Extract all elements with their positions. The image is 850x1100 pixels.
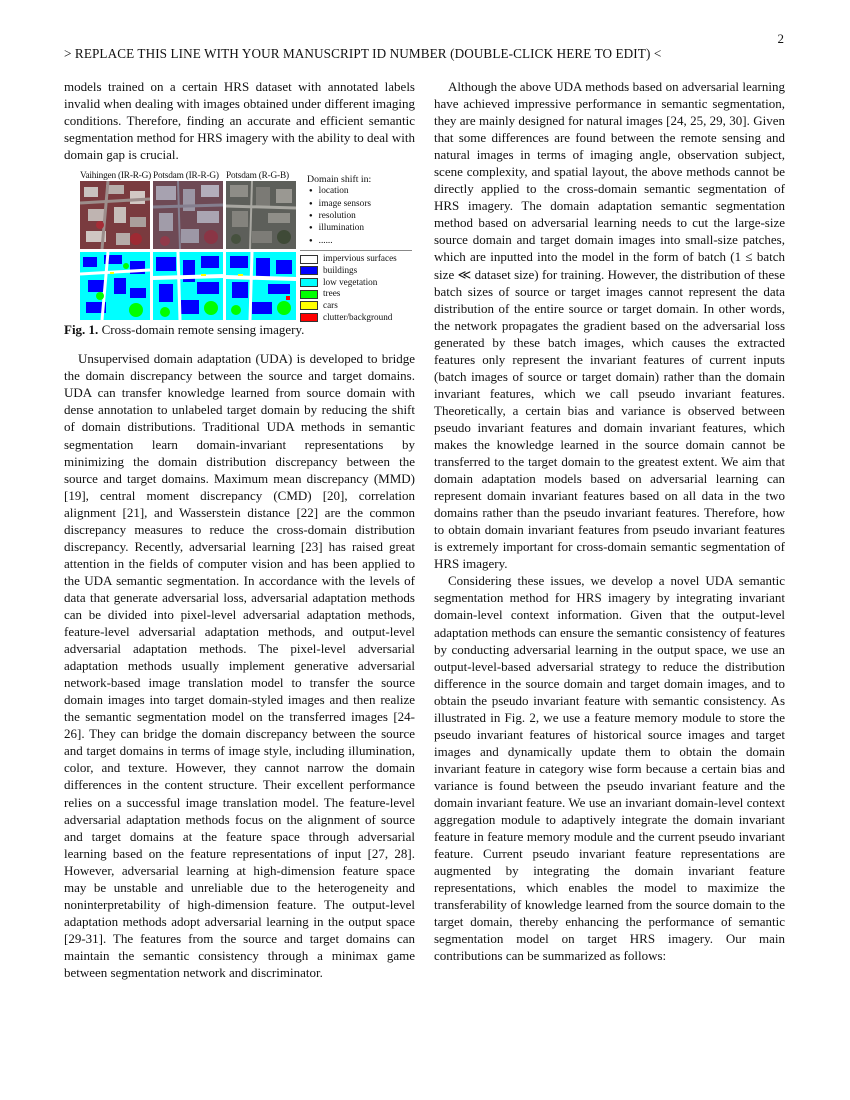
list-item: ● illumination <box>309 223 371 235</box>
legend-item <box>300 277 397 289</box>
running-header: > REPLACE THIS LINE WITH YOUR MANUSCRIPT ID NUMBER (DOUBLE-CLICK HERE TO EDIT) < <box>64 46 662 61</box>
page-number: 2 <box>777 31 784 46</box>
figure-caption <box>64 321 415 338</box>
legend-swatch <box>300 313 318 322</box>
class-legend <box>300 253 397 323</box>
paragraph: Although the above UDA methods based on adversarial learning have achieved impressive performance in semantic segmentation, they are mainly designed for natural images [24, 25, 29, 30]. Given that some differences are found between the remote sensing and natural images in terms of imaging angle, observation subject, scene complexity, and spatial layout, the above methods cannot be directly applied to the cross-domain semantic segmentation of HRS imagery. The domain adaptation semantic segmentation method based on adversarial learning needs to cut the large-size source domain and target domain images into small-size patches, which are inputted into the model in the form of batch (1 ≤ batch size ≪ dataset size) for training. However, the distribution of these batch sizes of source or target images cannot represent the data distribution of the entire source or target domain. In other words, the network propagates the gradient based on the adversarial loss generated by these batch images, which causes the extracted features only represent the invariant features of current inputs (batch images of source or target domain) rather than the domain invariant features, which we call pseudo invariant features. Theoretically, a certain bias and variance is observed between pseudo invariant features and domain invariant features, which makes the knowledge learned in the source domain cannot be transferred to the target domain to the greatest extent. We aim that domain adaptation models based on adversarial learning can represent domain invariant features based on all data in the two domains rather than the pseudo invariant features. Therefore, how to obtain domain invariant features from pseudo invariant features is extremely important for cross-domain semantic segmentation of HRS imagery. <box>434 79 785 572</box>
legend-swatch <box>300 266 318 275</box>
legend-label: clutter/background <box>323 311 393 322</box>
right-column <box>434 78 785 964</box>
legend-swatch <box>300 301 318 310</box>
figure-label-vaihingen: Vaihingen (IR-R-G) <box>80 171 152 182</box>
domain-shift-title: Domain shift in: <box>307 174 372 186</box>
list-item: ● ...... <box>309 236 371 248</box>
legend-item <box>300 288 397 300</box>
figure-label-potsdam-irrg: Potsdam (IR-R-G) <box>153 171 219 182</box>
paragraph: models trained on a certain HRS dataset with annotated labels invalid when dealing with images obtained under different imaging conditions. Therefore, finding an accurate and efficient semantic segmentation method for HRS imagery with the ability to deal with domain gap is crucial. <box>64 79 415 163</box>
list-item: ● location <box>309 186 371 198</box>
vaihingen-image <box>80 181 150 249</box>
legend-label: buildings <box>323 264 358 275</box>
list-item: ● image sensors <box>309 199 371 211</box>
caption-label: Fig. 1. <box>64 322 99 338</box>
legend-label: impervious surfaces <box>323 253 397 264</box>
potsdam-rgb-label-map <box>226 252 296 320</box>
caption-text: Cross-domain remote sensing imagery. <box>101 322 305 338</box>
potsdam-irrg-image <box>153 181 223 249</box>
figure-label-potsdam-rgb: Potsdam (R-G-B) <box>226 171 289 182</box>
potsdam-irrg-label-map <box>153 252 223 320</box>
legend-swatch <box>300 290 318 299</box>
paragraph: Unsupervised domain adaptation (UDA) is developed to bridge the domain discrepancy between the source and target domains. UDA can transfer knowledge learned from source domain with dense annotation to unlabeled target domain by reducing the shift of domain distributions. Traditional UDA methods in semantic segmentation learn domain-invariant representations by minimizing the domain distribution discrepancy between the source and target domains. Maximum mean discrepancy (MMD) [19], central moment discrepancy (CMD) [20], correlation alignment [21], and Wasserstein distance [22] are the common discrepancy measures to reduce the cross-domain distribution discrepancy. Recently, adversarial learning [23] has raised great attention in the fields of computer vision and has been applied to the UDA semantic segmentation. In accordance with the levels of data that generate adversarial loss, adversarial adaptation methods can be divided into pixel-level adversarial adaptation methods, feature-level adversarial adaptation methods, and output-level adversarial adaptation methods. The pixel-level adversarial adaptation methods usually implement generative adversarial network-based image translation model to transfer the source domain images into target domain-styled images and then realize the semantic segmentation model on the transferred images [24-26]. They can bridge the domain discrepancy between the source and target domains in terms of image style, including illumination, color, and texture. However, they cannot narrow the domain differences in the content structure. Their excellent performance relies on a successful image translation model. The feature-level adversarial adaptation methods focus on the alignment of source and target domains at the feature space through adversarial learning based on the feature representations of input [27, 28]. However, adversarial learning at high-dimension feature space may be unstable and unreliable due to the heterogeneity and noninterpretability of high-dimension feature. The output-level adaptation methods adopt adversarial learning in the output space [29-31]. The features from the source and target domains can maintain the semantic consistency through a minimax game between segmentation network and discriminator. <box>64 351 415 980</box>
figure-1 <box>64 168 415 322</box>
domain-shift-list <box>309 186 371 248</box>
vaihingen-label-map <box>80 252 150 320</box>
legend-label: trees <box>323 288 341 299</box>
legend-label: cars <box>323 299 338 310</box>
legend-swatch <box>300 255 318 264</box>
legend-label: low vegetation <box>323 276 378 287</box>
left-column <box>64 78 415 981</box>
legend-item <box>300 312 397 324</box>
legend-item <box>300 300 397 312</box>
legend-item <box>300 265 397 277</box>
potsdam-rgb-image <box>226 181 296 249</box>
legend-divider <box>300 250 412 251</box>
legend-item <box>300 253 397 265</box>
paragraph: Considering these issues, we develop a novel UDA semantic segmentation method for HRS imagery by integrating invariant domain-level context information. Given that the output-level adaptation methods can ensure the semantic consistency of features by conducting adversarial learning in the output space, we use an output-level-based adversarial strategy to reduce the distribution difference in the source domain and target domain images, and to obtain the pseudo invariant feature with semantic consistency. As illustrated in Fig. 2, we use a feature memory module to store the pseudo invariant features of historical source images and target images and dynamically update them to obtain the domain invariant feature in category wise form because a certain bias and variance is found between the pseudo invariant feature and the domain invariant feature. We use an invariant domain-level context aggregation module to adaptively integrate the domain invariant feature in feature memory module and the current pseudo invariant feature. Current pseudo invariant feature representations are augmented by integrating the domain invariant feature representations, which enables the model to maximize the transferability of knowledge learned from the source domain to the target domain, thereby enhancing the performance of semantic segmentation model on target HRS imagery. Our main contributions can be summarized as follows: <box>434 573 785 964</box>
list-item: ● resolution <box>309 211 371 223</box>
legend-swatch <box>300 278 318 287</box>
